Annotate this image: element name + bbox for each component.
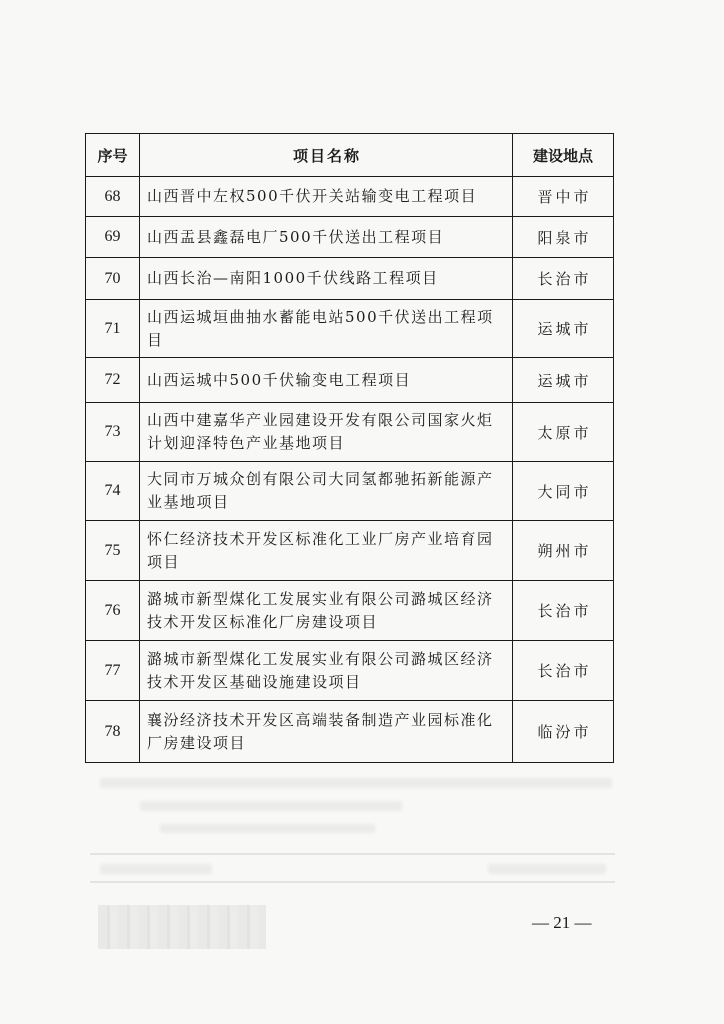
project-name-line: 技术开发区基础设施建设项目 — [147, 672, 362, 691]
project-name-line: 项目 — [147, 552, 181, 571]
project-name-line: 潞城市新型煤化工发展实业有限公司潞城区经济 — [147, 589, 494, 608]
project-name-line: 山西中建嘉华产业园建设开发有限公司国家火炬 — [147, 411, 494, 429]
row-index: 70 — [86, 258, 140, 300]
project-name-line: 厂房建设项目 — [147, 733, 247, 752]
scan-smudge — [98, 905, 266, 949]
table-row — [86, 300, 614, 358]
project-name — [140, 300, 513, 358]
project-location: 运城市 — [513, 358, 614, 403]
row-index: 76 — [86, 581, 140, 641]
project-location: 长治市 — [513, 641, 614, 701]
project-name — [140, 258, 513, 300]
table-row — [86, 403, 614, 462]
header-location: 建设地点 — [513, 134, 614, 177]
project-name-line: 技术开发区标准化厂房建设项目 — [147, 612, 379, 631]
table-header-row — [86, 134, 614, 177]
project-name-line: 潞城市新型煤化工发展实业有限公司潞城区经济 — [147, 649, 494, 668]
project-name — [140, 358, 513, 403]
row-index: 78 — [86, 701, 140, 763]
project-location: 长治市 — [513, 581, 614, 641]
row-index: 73 — [86, 403, 140, 462]
bleed-through-mark — [100, 778, 612, 788]
bleed-through-mark — [100, 864, 212, 874]
project-name — [140, 641, 513, 701]
project-location: 运城市 — [513, 300, 614, 358]
header-index: 序号 — [86, 134, 140, 177]
project-location: 朔州市 — [513, 521, 614, 581]
project-name — [140, 177, 513, 217]
project-location: 长治市 — [513, 258, 614, 300]
project-name — [140, 403, 513, 462]
bleed-through-mark — [140, 801, 402, 811]
project-location: 太原市 — [513, 403, 614, 462]
header-project-name: 项目名称 — [140, 134, 513, 177]
project-name-line: 目 — [147, 330, 164, 349]
project-location: 临汾市 — [513, 701, 614, 763]
project-name-line: 山西盂县鑫磊电厂500千伏送出工程项目 — [147, 227, 445, 246]
row-index: 77 — [86, 641, 140, 701]
project-table — [85, 133, 614, 763]
table-row — [86, 701, 614, 763]
bleed-through-rule — [90, 881, 615, 883]
table-row — [86, 258, 614, 300]
table-row — [86, 177, 614, 217]
project-location: 阳泉市 — [513, 217, 614, 258]
table-row — [86, 641, 614, 701]
row-index: 74 — [86, 462, 140, 521]
project-name-line: 怀仁经济技术开发区标准化工业厂房产业培育园 — [147, 529, 494, 548]
row-index: 69 — [86, 217, 140, 258]
project-name — [140, 521, 513, 581]
row-index: 68 — [86, 177, 140, 217]
project-name — [140, 701, 513, 763]
table-row — [86, 358, 614, 403]
bleed-through-rule — [90, 853, 615, 855]
project-name-line: 山西晋中左权500千伏开关站输变电工程项目 — [147, 187, 478, 205]
project-location: 大同市 — [513, 462, 614, 521]
row-index: 72 — [86, 358, 140, 403]
table-row — [86, 217, 614, 258]
page-number: — 21 — — [532, 913, 592, 932]
project-name — [140, 217, 513, 258]
table-row — [86, 581, 614, 641]
project-name-line: 业基地项目 — [147, 493, 230, 511]
project-name-line: 山西运城中500千伏输变电工程项目 — [147, 370, 412, 389]
project-name-line: 襄汾经济技术开发区高端装备制造产业园标准化 — [147, 710, 494, 729]
bleed-through-mark — [488, 864, 606, 874]
row-index: 71 — [86, 300, 140, 358]
bleed-through-mark — [160, 824, 375, 833]
project-name — [140, 462, 513, 521]
project-name-line: 山西长治—南阳1000千伏线路工程项目 — [147, 269, 439, 287]
project-name — [140, 581, 513, 641]
row-index: 75 — [86, 521, 140, 581]
project-name-line: 大同市万城众创有限公司大同氢都驰拓新能源产 — [147, 470, 494, 488]
table-row — [86, 462, 614, 521]
project-name-line: 计划迎泽特色产业基地项目 — [147, 434, 346, 452]
table-row — [86, 521, 614, 581]
project-location: 晋中市 — [513, 177, 614, 217]
project-name-line: 山西运城垣曲抽水蓄能电站500千伏送出工程项 — [147, 307, 494, 326]
